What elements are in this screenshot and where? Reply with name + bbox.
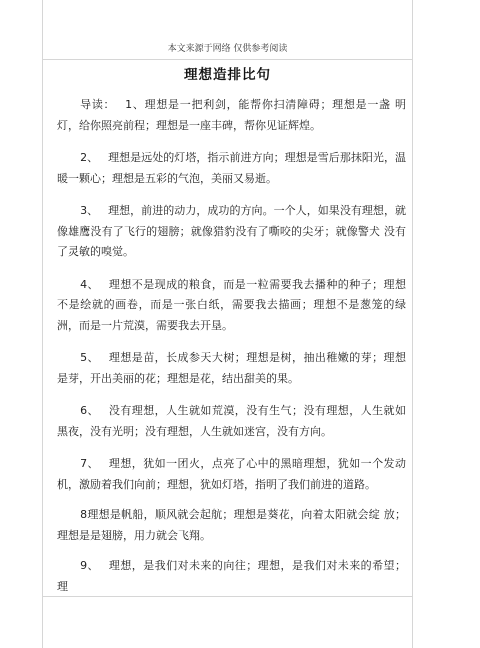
source-note: 本文来源于网络 仅供参考阅读: [167, 44, 288, 54]
paragraph-5: [57, 348, 406, 389]
paragraph-8: [57, 505, 406, 546]
paragraph-text: 理想是远处的灯塔，指示前进方向；理想是雪后那抹阳光，温暖一颗心；理想是五彩的气泡，美丽又易逝。: [57, 151, 407, 185]
paragraph-1: [57, 95, 406, 136]
paragraph-number: 4、: [80, 277, 99, 291]
paragraph-text: 理想是苗，长成参天大树；理想是树，抽出稚嫩的芽；理想 是芽，开出美丽的花；理想是花，结出甜美的果。: [57, 351, 406, 385]
paragraph-text: 理想，前进的动力，成功的方向。一个人，如果没有理想，就像雄鹰没有了飞行的翅膀；就像猎豹没有了嘶咬的尖牙；就像警犬 没有了灵敏的嗅觉。: [57, 204, 407, 258]
page-title: 理想造排比句: [184, 67, 271, 83]
paragraph-text: 理想，是我们对未来的向往；理想，是我们对未来的希望； 理: [57, 559, 406, 593]
paragraph-number: 9、: [80, 559, 99, 572]
paragraph-text: 1、理想是一把利剑，能帮你扫清障碍；理想是一盏 明灯，给你照亮前程；理想是一座丰碑，帮你见证辉煌。: [57, 98, 406, 132]
paragraph-6: [57, 401, 406, 442]
right-margin-rule: [412, 0, 413, 648]
left-margin-rule: [42, 0, 43, 648]
paragraph-text: 没有理想，人生就如荒漠，没有生气；没有理想，人生就如 黑夜，没有光明；没有理想，人生就如迷宫，没有方向。: [57, 404, 406, 438]
header-rule: [42, 59, 413, 60]
document-body: [57, 95, 406, 609]
paragraph-4: [57, 275, 406, 337]
paragraph-3: [57, 201, 406, 263]
paragraph-number: 2、: [80, 151, 99, 164]
paragraph-7: [57, 454, 406, 495]
paragraph-text: 8理想是帆船，顺风就会起航；理想是葵花，向着太阳就会绽 放；理想是是翅膀，用力就会飞翔。: [57, 508, 406, 542]
paragraph-number: 导读：: [80, 98, 116, 111]
paragraph-number: 7、: [80, 457, 99, 470]
paragraph-number: 5、: [80, 351, 99, 364]
paragraph-number: 3、: [80, 204, 99, 217]
paragraph-text: 理想不是现成的粮食，而是一粒需要我去播种的种子；理想 不是绘就的画卷，而是一张白纸，需要我去描画；理想不是葱笼的绿 洲，而是一片荒漠，需要我去开垦。: [57, 277, 406, 332]
paragraph-text: 理想，犹如一团火，点亮了心中的黑暗理想，犹如一个发动 机，激励着我们向前；理想，犹如灯塔，指明了我们前进的道路。: [57, 457, 406, 491]
paragraph-2: [57, 148, 406, 189]
paragraph-number: 6、: [80, 404, 99, 417]
paragraph-9: [57, 556, 406, 597]
